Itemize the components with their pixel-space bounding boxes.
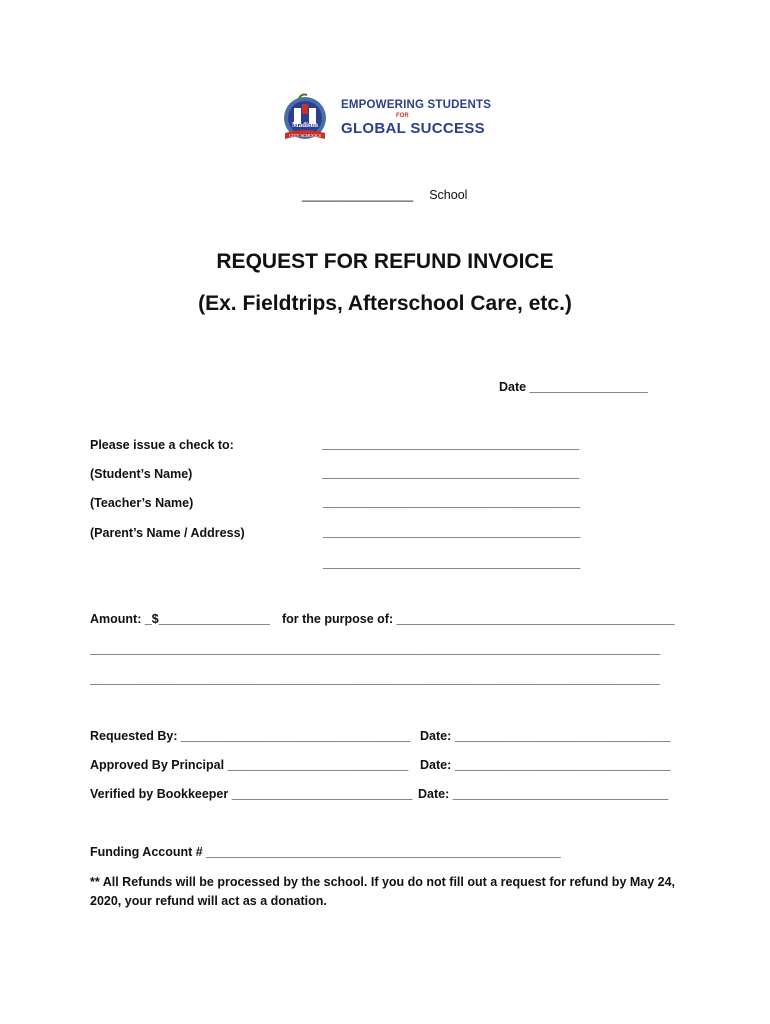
student-name-blank[interactable]: _____________________________________ (322, 466, 580, 480)
date-field[interactable] (499, 380, 648, 394)
purpose-line-2[interactable]: __________________________________________________________________________________ (90, 642, 661, 656)
logo-tagline-line1: EMPOWERING STUDENTS (341, 99, 492, 111)
amount-field[interactable]: Amount: _$________________ (90, 612, 270, 626)
refund-note-line2: 2020, your refund will act as a donation. (90, 894, 327, 908)
approved-by-field[interactable]: Approved By Principal __________________________ (90, 758, 409, 772)
page-title: REQUEST FOR REFUND INVOICE (216, 250, 554, 273)
date-label: Date (499, 380, 527, 394)
issue-check-label: Please issue a check to: (90, 438, 234, 452)
approved-date-field[interactable]: Date: _______________________________ (420, 758, 671, 772)
teacher-name-label: (Teacher’s Name) (90, 496, 194, 510)
funding-account-field[interactable]: Funding Account # ___________________________________________________ (90, 845, 561, 859)
logo-tagline-for: FOR (396, 113, 409, 119)
parent-name-blank[interactable]: _____________________________________ (323, 525, 581, 539)
date-blank[interactable]: _________________ (529, 380, 648, 394)
purpose-field[interactable]: for the purpose of: ________________________________________ (282, 612, 675, 626)
requested-date-field[interactable]: Date: _______________________________ (420, 729, 671, 743)
page-subtitle: (Ex. Fieldtrips, Afterschool Care, etc.) (198, 292, 572, 315)
school-blank[interactable]: ________________ (302, 188, 414, 202)
school-label: School (429, 188, 468, 202)
logo-tagline-line2: GLOBAL SUCCESS (341, 120, 485, 137)
verified-by-field[interactable]: Verified by Bookkeeper __________________________ (90, 787, 413, 801)
teacher-name-blank[interactable]: _____________________________________ (323, 495, 581, 509)
parent-address-blank[interactable]: _____________________________________ (323, 556, 581, 570)
purpose-line-3[interactable]: __________________________________________________________________________________ (90, 672, 661, 686)
verified-date-field[interactable]: Date: _______________________________ (418, 787, 669, 801)
district-logo (279, 93, 494, 143)
requested-by-field[interactable]: Requested By: _________________________________ (90, 729, 411, 743)
svg-text:Madison: Madison (291, 121, 319, 129)
parent-name-label: (Parent’s Name / Address) (90, 526, 245, 540)
student-name-label: (Student’s Name) (90, 467, 193, 481)
apple-seal-icon (279, 93, 339, 143)
svg-text:CITY SCHOOLS: CITY SCHOOLS (289, 133, 321, 138)
refund-note-line1: ** All Refunds will be processed by the school. If you do not fill out a request for refund by May 24, (90, 875, 676, 889)
school-line (302, 188, 467, 202)
issue-check-blank[interactable]: _____________________________________ (322, 437, 580, 451)
